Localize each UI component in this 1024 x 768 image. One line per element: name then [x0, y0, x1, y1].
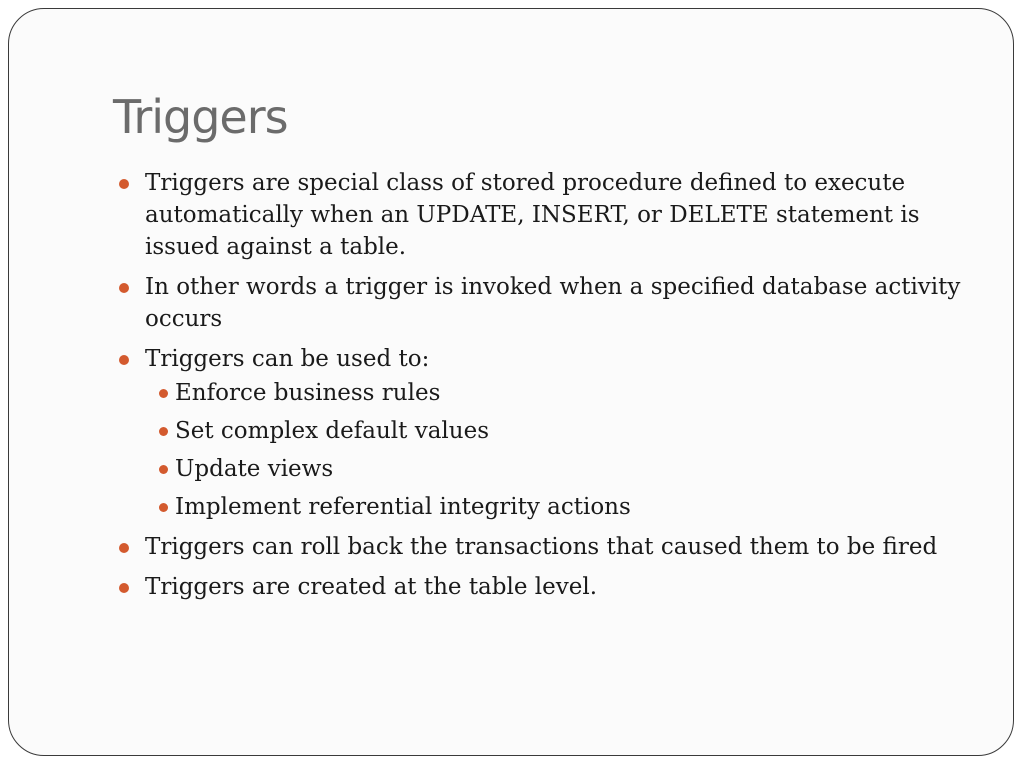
sub-bullet-text: Enforce business rules — [175, 380, 441, 406]
bullet-text: Triggers can roll back the transactions that caused them to be fired — [145, 534, 938, 560]
bullet-item — [113, 167, 973, 263]
slide-title: Triggers — [113, 90, 288, 144]
bullet-text: Triggers are special class of stored procedure defined to execute automatically when an UPDATE, INSERT, or DELETE statement is issued against a table. — [145, 170, 920, 260]
sub-bullet-text: Update views — [175, 456, 334, 482]
slide-frame — [8, 8, 1014, 756]
sub-bullet-item — [145, 491, 973, 523]
bullet-text: Triggers are created at the table level. — [145, 574, 598, 600]
sub-bullet-item — [145, 377, 973, 409]
bullet-item — [113, 343, 973, 523]
bullet-item — [113, 531, 973, 563]
bullet-item — [113, 571, 973, 603]
sub-bullet-item — [145, 453, 973, 485]
sub-bullet-text: Set complex default values — [175, 418, 490, 444]
sub-bullet-list — [145, 377, 973, 523]
bullet-text: Triggers can be used to: — [145, 346, 430, 372]
sub-bullet-text: Implement referential integrity actions — [175, 494, 631, 520]
bullet-text: In other words a trigger is invoked when a specified database activity occurs — [145, 274, 961, 332]
bullet-list — [113, 167, 973, 611]
bullet-item — [113, 271, 973, 335]
sub-bullet-item — [145, 415, 973, 447]
